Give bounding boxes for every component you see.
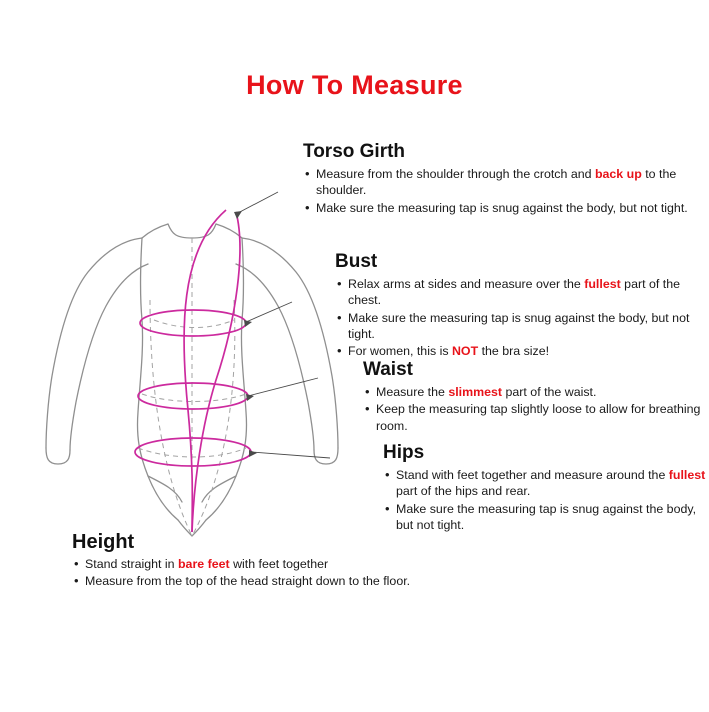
bullet-list-torso-girth	[303, 166, 703, 216]
list-item: • Make sure the measuring tap is snug against the body, but not tight.	[303, 200, 703, 216]
list-item: • Make sure the measuring tap is snug against the body, but not tight.	[335, 310, 707, 343]
bullet-list-waist	[363, 384, 707, 434]
section-heading-torso-girth: Torso Girth	[303, 141, 406, 162]
bullet-list-bust	[335, 276, 707, 360]
section-heading-height: Height	[72, 531, 135, 553]
highlight-text: fullest	[584, 276, 621, 291]
section-waist	[363, 360, 707, 435]
highlight-text: bare feet	[177, 557, 230, 571]
section-heading-hips: Hips	[383, 442, 425, 463]
section-heading-bust: Bust	[335, 251, 378, 272]
page-title: How To Measure	[246, 70, 463, 100]
bullet-list-height	[72, 556, 572, 590]
highlight-text: NOT	[451, 344, 479, 359]
highlight-text: fullest	[668, 467, 706, 482]
highlight-text: back up	[594, 166, 642, 181]
section-bust	[335, 252, 707, 361]
list-item: • Stand with feet together and measure around the fullest part of the hips and rear.	[383, 467, 707, 500]
highlight-text: slimmest	[448, 384, 503, 399]
list-item: • Relax arms at sides and measure over the fullest part of the chest.	[335, 276, 707, 309]
section-heading-waist: Waist	[363, 359, 413, 380]
section-torso-girth	[303, 142, 703, 217]
list-item: • Measure the slimmest part of the waist.	[363, 384, 707, 400]
bullet-list-hips	[383, 467, 707, 534]
list-item: • Measure from the shoulder through the crotch and back up to the shoulder.	[303, 166, 703, 199]
list-item: • Stand straight in bare feet with feet together	[72, 556, 572, 572]
list-item: • For women, this is NOT the bra size!	[335, 343, 707, 359]
list-item: • Keep the measuring tap slightly loose to allow for breathing room.	[363, 401, 707, 434]
section-hips	[383, 443, 707, 534]
section-height	[72, 531, 572, 591]
list-item: • Make sure the measuring tap is snug against the body, but not tight.	[383, 501, 707, 534]
body-figure-diagram	[30, 180, 360, 560]
list-item: • Measure from the top of the head straight down to the floor.	[72, 573, 572, 589]
